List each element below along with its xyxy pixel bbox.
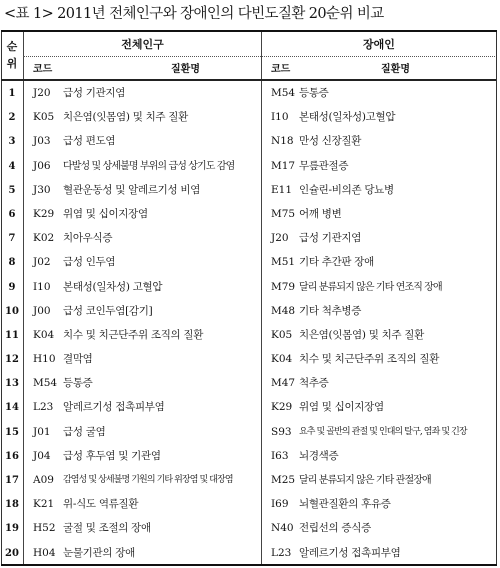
code-cell-total: K04 bbox=[33, 328, 55, 341]
code-cell-disabled: M54 bbox=[271, 87, 296, 99]
disease-cell-disabled: 달리 분류되지 않은 기타 연조직 장애 bbox=[299, 281, 442, 293]
rank-cell: 9 bbox=[8, 281, 16, 293]
code-cell-total: J30 bbox=[33, 183, 51, 196]
disease-cell-disabled: 등통증 bbox=[299, 87, 329, 99]
code-cell-disabled: E11 bbox=[271, 183, 293, 196]
rank-header: 순위 bbox=[6, 40, 18, 70]
table-row bbox=[1, 105, 497, 129]
group-header-divider bbox=[23, 56, 497, 58]
rank-cell: 3 bbox=[8, 136, 16, 148]
disease-cell-disabled: 치은염(잇몸염) 및 치주 질환 bbox=[299, 328, 424, 341]
code-cell-total: J00 bbox=[33, 304, 51, 317]
code-cell-total: J01 bbox=[33, 425, 51, 438]
table-row bbox=[1, 299, 497, 323]
disease-cell-disabled: 알레르기성 접촉피부염 bbox=[299, 546, 401, 559]
disease-cell-disabled: 만성 신장질환 bbox=[299, 135, 362, 148]
disease-cell-disabled: 어깨 병변 bbox=[299, 207, 342, 220]
disease-cell-total: 위염 및 십이지장염 bbox=[63, 207, 148, 220]
code-cell-total: J02 bbox=[33, 256, 51, 269]
code-cell-disabled: M17 bbox=[271, 159, 296, 172]
disease-cell-total: 급성 코인두염[감기] bbox=[63, 304, 153, 317]
rank-cell: 8 bbox=[8, 257, 16, 269]
code-cell-total: A09 bbox=[33, 474, 54, 486]
rank-cell: 14 bbox=[5, 402, 19, 414]
code-cell-total: M54 bbox=[33, 377, 58, 390]
disease-cell-disabled: 기타 추간판 장애 bbox=[299, 256, 374, 269]
code-cell-disabled: I10 bbox=[271, 111, 289, 124]
disease-cell-disabled: 급성 기관지염 bbox=[299, 232, 362, 245]
disease-cell-disabled: 달리 분류되지 않은 기타 관절장애 bbox=[299, 475, 431, 486]
comparison-table bbox=[1, 30, 497, 566]
code-cell-disabled: M75 bbox=[271, 207, 296, 220]
disease-cell-total: 다발성 및 상세불명 부위의 급성 상기도 감염 bbox=[63, 160, 235, 172]
rank-cell: 17 bbox=[5, 475, 19, 486]
table-row bbox=[1, 516, 497, 540]
table-row bbox=[1, 468, 497, 492]
table-body bbox=[1, 81, 497, 565]
code-cell-total: J20 bbox=[33, 87, 51, 99]
code-cell-total: H10 bbox=[33, 353, 56, 366]
table-row bbox=[1, 202, 497, 226]
code-header-disabled: 코드 bbox=[271, 64, 291, 75]
total-population-header: 전체인구 bbox=[121, 38, 164, 51]
rank-cell: 13 bbox=[5, 378, 19, 390]
disease-cell-total: 급성 편도염 bbox=[63, 135, 116, 148]
disease-cell-total: 급성 기관지염 bbox=[63, 87, 126, 99]
disease-cell-total: 급성 후두염 및 기관염 bbox=[63, 449, 161, 462]
rank-cell: 10 bbox=[5, 305, 19, 317]
disease-cell-disabled: 요추 및 골반의 관절 및 인대의 탈구, 염좌 및 긴장 bbox=[299, 426, 467, 437]
table-row bbox=[1, 541, 497, 565]
rank-cell: 12 bbox=[5, 354, 19, 366]
code-cell-disabled: I63 bbox=[271, 449, 289, 462]
disease-cell-disabled: 인슐린-비의존 당뇨병 bbox=[299, 183, 394, 196]
disease-cell-total: 치아우식증 bbox=[63, 232, 113, 245]
disease-cell-disabled: 뇌경색증 bbox=[299, 449, 339, 462]
disease-cell-total: 급성 인두염 bbox=[63, 256, 116, 269]
table-row bbox=[1, 154, 497, 178]
rank-cell: 7 bbox=[8, 233, 16, 245]
disease-cell-total: 감염성 및 상세불명 기원의 기타 위장염 및 대장염 bbox=[63, 475, 233, 485]
rank-cell: 20 bbox=[5, 547, 19, 559]
table-row bbox=[1, 81, 497, 105]
code-cell-disabled: M51 bbox=[271, 256, 296, 269]
code-cell-disabled: J20 bbox=[271, 232, 289, 245]
disease-header-total: 질환명 bbox=[171, 64, 200, 75]
code-cell-disabled: M79 bbox=[271, 280, 296, 293]
code-cell-total: L23 bbox=[33, 401, 54, 414]
rank-cell: 5 bbox=[8, 184, 16, 196]
code-header-total: 코드 bbox=[33, 64, 53, 75]
code-cell-total: K05 bbox=[33, 111, 55, 124]
disease-cell-total: 위-식도 역류질환 bbox=[63, 498, 139, 511]
code-cell-disabled: I69 bbox=[271, 498, 289, 511]
code-cell-disabled: K29 bbox=[271, 401, 293, 414]
code-cell-disabled: M25 bbox=[271, 474, 296, 486]
code-cell-total: K29 bbox=[33, 207, 55, 220]
code-cell-disabled: N18 bbox=[271, 135, 294, 148]
rank-cell: 18 bbox=[5, 499, 19, 511]
disease-cell-total: 치은염(잇몸염) 및 치주 질환 bbox=[63, 111, 188, 124]
code-cell-disabled: M47 bbox=[271, 377, 296, 390]
rank-cell: 1 bbox=[8, 88, 16, 99]
code-cell-total: I10 bbox=[33, 280, 51, 293]
code-cell-total: J04 bbox=[33, 449, 51, 462]
table-row bbox=[1, 226, 497, 250]
disabled-population-header: 장애인 bbox=[363, 38, 395, 51]
disease-cell-disabled: 척추증 bbox=[299, 377, 329, 390]
disease-cell-disabled: 본태성(일차성)고혈압 bbox=[299, 111, 396, 124]
code-cell-total: K02 bbox=[33, 232, 55, 245]
code-cell-total: K21 bbox=[33, 498, 55, 511]
table-row bbox=[1, 420, 497, 444]
code-cell-total: J03 bbox=[33, 135, 51, 148]
table-row bbox=[1, 250, 497, 274]
table-row bbox=[1, 129, 497, 153]
disease-cell-disabled: 뇌혈관질환의 후유증 bbox=[299, 498, 391, 511]
table-row bbox=[1, 323, 497, 347]
disease-cell-total: 눈물기관의 장애 bbox=[63, 546, 135, 559]
rank-cell: 11 bbox=[5, 329, 19, 341]
table-row bbox=[1, 347, 497, 371]
rank-cell: 19 bbox=[5, 523, 19, 535]
rank-cell: 6 bbox=[8, 208, 16, 220]
disease-cell-disabled: 위염 및 십이지장염 bbox=[299, 401, 384, 414]
disease-cell-disabled: 전립선의 증식증 bbox=[299, 522, 371, 535]
table-caption: <표 1> 2011년 전체인구와 장애인의 다빈도질환 20순위 비교 bbox=[4, 6, 384, 22]
table-row bbox=[1, 371, 497, 395]
code-cell-disabled: K05 bbox=[271, 328, 293, 341]
disease-cell-total: 본태성(일차성) 고혈압 bbox=[63, 280, 163, 293]
disease-cell-total: 결막염 bbox=[63, 353, 93, 366]
rank-cell: 2 bbox=[8, 112, 16, 124]
disease-cell-disabled: 기타 척추병증 bbox=[299, 304, 362, 317]
table-row bbox=[1, 275, 497, 299]
disease-cell-total: 급성 굴염 bbox=[63, 425, 106, 438]
code-cell-disabled: K04 bbox=[271, 353, 293, 366]
table-row bbox=[1, 178, 497, 202]
code-cell-total: J06 bbox=[33, 159, 51, 172]
table-row bbox=[1, 395, 497, 419]
code-cell-disabled: N40 bbox=[271, 522, 294, 535]
code-cell-disabled: S93 bbox=[271, 425, 292, 438]
disease-cell-disabled: 치수 및 치근단주위 조직의 질환 bbox=[299, 353, 440, 366]
code-cell-disabled: M48 bbox=[271, 304, 296, 317]
disease-header-disabled: 질환명 bbox=[381, 64, 410, 75]
code-cell-disabled: L23 bbox=[271, 546, 292, 559]
rank-cell: 16 bbox=[5, 450, 19, 462]
disease-cell-disabled: 무릎관절증 bbox=[299, 159, 349, 172]
table-row bbox=[1, 444, 497, 468]
code-cell-total: H04 bbox=[33, 546, 56, 559]
disease-cell-total: 등통증 bbox=[63, 377, 93, 390]
rank-cell: 15 bbox=[5, 426, 19, 438]
rank-cell: 4 bbox=[8, 160, 16, 172]
disease-cell-total: 굴절 및 조절의 장애 bbox=[63, 522, 151, 535]
table-row bbox=[1, 492, 497, 516]
disease-cell-total: 혈관운동성 및 알레르기성 비염 bbox=[63, 183, 201, 196]
disease-cell-total: 알레르기성 접촉피부염 bbox=[63, 401, 165, 414]
code-cell-total: H52 bbox=[33, 522, 56, 535]
disease-cell-total: 치수 및 치근단주위 조직의 질환 bbox=[63, 328, 204, 341]
